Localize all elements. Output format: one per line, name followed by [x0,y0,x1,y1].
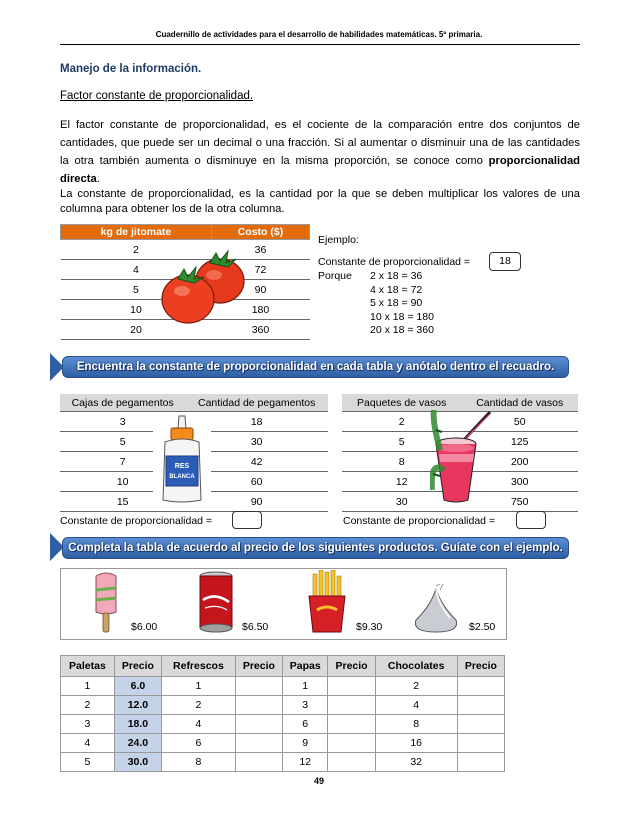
table-cell: 4 [162,715,236,734]
paragraph-definition-bold: proporcionalidad directa [60,155,580,185]
glue-table-header-qty: Cantidad de pegamentos [185,394,328,412]
table-cell: 15 [60,492,185,512]
table-cell: 6.0 [114,677,161,696]
price-input-cell[interactable] [457,677,504,696]
example-constant-label: Constante de proporcionalidad = [318,256,471,268]
example-line: 5 x 18 = 90 [370,297,423,309]
fries-icon [303,570,351,636]
table-cell: 2 [61,696,115,715]
example-constant-box: 18 [489,252,521,271]
table-cell: 72 [211,260,309,280]
table-cell: 24.0 [114,734,161,753]
table-cell: 3 [61,715,115,734]
price-input-cell[interactable] [235,677,282,696]
table-row [61,715,505,734]
table-cell: 12 [282,753,328,772]
price-table-header: Precio [328,656,375,677]
tomato-table-header-cost: Costo ($) [211,225,309,240]
table-cell: 10 [61,300,212,320]
table-cell: 4 [61,260,212,280]
example-lines [370,270,434,338]
price-table-header: Precio [457,656,504,677]
table-cell: 360 [211,320,309,340]
table-cell: 200 [461,452,578,472]
table-row [61,696,505,715]
paragraph-constant: La constante de proporcionalidad, es la cantidad por la que se deben multiplicar los valores de una columna para obtener los de la otra columna. [60,188,580,215]
table-cell: 50 [461,412,578,432]
price-table [60,655,505,772]
table-cell: 9 [282,734,328,753]
price-input-cell[interactable] [235,753,282,772]
cups-constant-input[interactable] [516,511,546,529]
price-input-cell[interactable] [235,696,282,715]
table-cell: 36 [211,240,309,260]
paragraph-definition-end: . [96,173,100,185]
instruction-banner-2: Completa la tabla de acuerdo al precio de los siguientes productos. Guíate con el ejemplo. [62,537,569,559]
price-table-header: Chocolates [375,656,457,677]
subtitle: Factor constante de proporcionalidad. [60,90,254,102]
table-row [61,734,505,753]
table-cell: 42 [185,452,328,472]
drink-cup-icon [430,410,500,506]
price-table-header: Precio [235,656,282,677]
section-title: Manejo de la información. [60,63,202,75]
table-cell: 2 [375,677,457,696]
table-cell: 3 [60,412,185,432]
table-cell: 4 [375,696,457,715]
table-cell: 5 [61,280,212,300]
table-cell: 2 [342,412,461,432]
glue-constant-input[interactable] [232,511,262,529]
price-input-cell[interactable] [328,715,375,734]
table-cell: 125 [461,432,578,452]
paragraph-definition [60,116,580,188]
table-cell: 18 [185,412,328,432]
table-row [61,677,505,696]
glue-label-line-1: RES [174,463,190,470]
table-cell: 30 [185,432,328,452]
price-chocolate: $2.50 [469,621,496,633]
table-cell: 12 [342,472,461,492]
table-cell: 5 [342,432,461,452]
table-cell: 4 [61,734,115,753]
table-cell: 2 [162,696,236,715]
price-fries: $9.30 [356,621,383,633]
table-cell: 30.0 [114,753,161,772]
table-cell: 30 [342,492,461,512]
price-input-cell[interactable] [328,734,375,753]
table-cell: 1 [282,677,328,696]
page-number: 49 [313,776,324,786]
price-table-header: Paletas [61,656,115,677]
table-cell: 12.0 [114,696,161,715]
chocolate-kiss-icon [410,584,462,636]
cups-table-header-packs: Paquetes de vasos [342,394,461,412]
instruction-banner-1: Encuentra la constante de proporcionalidad en cada tabla y anótalo dentro el recuadro. [62,356,569,378]
table-row [61,753,505,772]
table-cell: 18.0 [114,715,161,734]
glue-label-line-2: BLANCA [169,474,195,480]
soda-can-icon [195,570,237,634]
glue-bottle-icon [153,414,211,506]
paragraph-definition-text: El factor constante de proporcionalidad, es el cociente de la comparación entre dos conjuntos de cantidades, que puede ser un decimal o una fracción. Si al aumentar o disminuir una de las cantidades la otra también aumenta o disminuye en la misma proporción, se conoce como [60,119,580,167]
price-input-cell[interactable] [328,696,375,715]
example-line: 2 x 18 = 36 [370,270,423,282]
price-popsicle: $6.00 [131,621,158,633]
table-cell: 6 [282,715,328,734]
price-input-cell[interactable] [235,715,282,734]
price-input-cell[interactable] [457,753,504,772]
price-table-header: Precio [114,656,161,677]
example-line: 20 x 18 = 360 [370,324,434,336]
table-cell: 6 [162,734,236,753]
page-header: Cuadernillo de actividades para el desarrollo de habilidades matemáticas. 5º primaria. [155,30,483,39]
glue-table-header-boxes: Cajas de pegamentos [60,394,185,412]
tomato-icon [158,245,250,327]
price-input-cell[interactable] [328,677,375,696]
table-cell: 5 [60,432,185,452]
table-cell: 2 [61,240,212,260]
price-input-cell[interactable] [457,715,504,734]
table-cell: 8 [342,452,461,472]
price-input-cell[interactable] [235,734,282,753]
price-table-header: Refrescos [162,656,236,677]
price-input-cell[interactable] [328,753,375,772]
glue-constant-label: Constante de proporcionalidad = [60,515,213,527]
table-cell: 1 [162,677,236,696]
example-line: 10 x 18 = 180 [370,310,434,323]
table-cell: 20 [61,320,212,340]
cups-table-header-qty: Cantidad de vasos [461,394,578,412]
tomato-table-header-kg: kg de jitomate [61,225,212,240]
table-cell: 1 [61,677,115,696]
table-cell: 16 [375,734,457,753]
cups-constant-label: Constante de proporcionalidad = [343,515,496,527]
table-cell: 300 [461,472,578,492]
price-soda: $6.50 [242,621,269,633]
price-table-header: Papas [282,656,328,677]
example-label: Ejemplo: [318,234,359,246]
table-cell: 60 [185,472,328,492]
table-cell: 7 [60,452,185,472]
table-cell: 3 [282,696,328,715]
table-cell: 90 [211,280,309,300]
example-line: 4 x 18 = 72 [370,283,423,296]
table-cell: 10 [60,472,185,492]
example-porque: Porque [318,270,352,282]
header-rule [60,44,580,45]
table-cell: 90 [185,492,328,512]
table-cell: 8 [375,715,457,734]
table-cell: 750 [461,492,578,512]
price-input-cell[interactable] [457,734,504,753]
table-cell: 180 [211,300,309,320]
popsicle-icon [88,572,124,634]
table-cell: 32 [375,753,457,772]
table-cell: 5 [61,753,115,772]
table-cell: 8 [162,753,236,772]
price-input-cell[interactable] [457,696,504,715]
